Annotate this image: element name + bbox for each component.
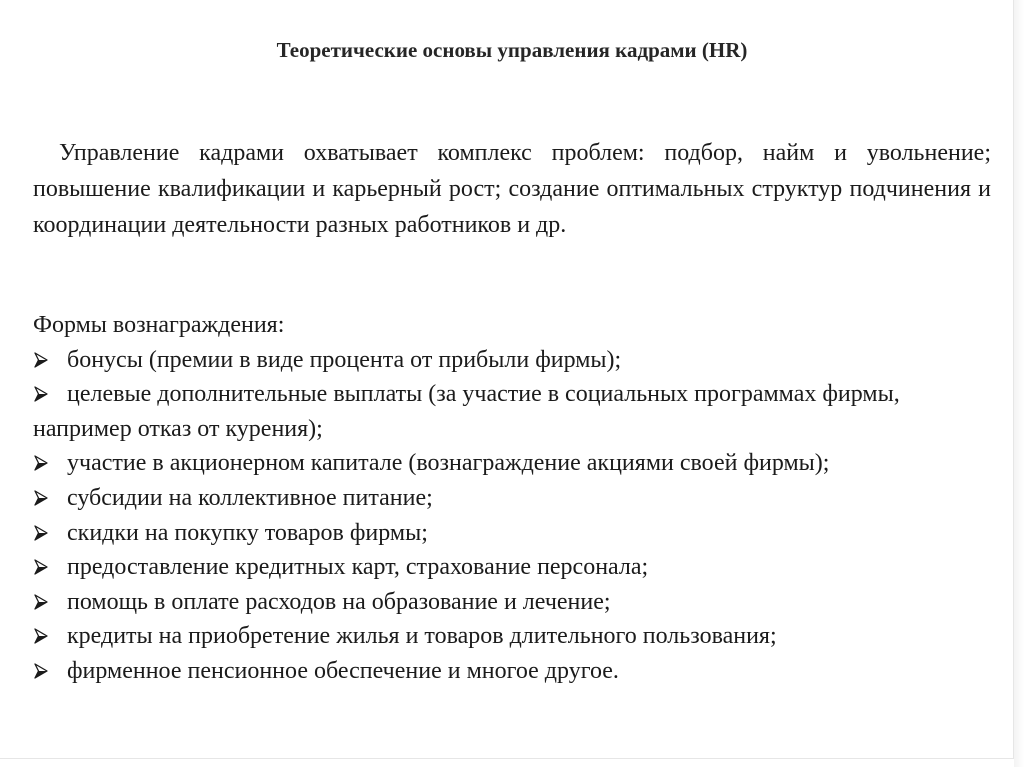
list-item [33, 585, 991, 620]
reward-forms-heading: Формы вознаграждения: [33, 312, 285, 338]
reward-forms-section [33, 308, 991, 689]
list-item-text: фирменное пенсионное обеспечение и многое другое. [67, 657, 619, 684]
arrow-bullet-icon [34, 447, 48, 463]
list-item-text: кредиты на приобретение жилья и товаров длительного пользования; [67, 623, 777, 650]
arrow-bullet-icon [34, 620, 48, 636]
list-item-text: участие в акционерном капитале (вознаграждение акциями своей фирмы); [67, 450, 830, 477]
intro-paragraph: Управление кадрами охватывает комплекс проблем: подбор, найм и увольнение; повышение квалификации и карьерный рост; создание оптимальных структур подчинения и координации деятельности разных работников и др. [33, 140, 991, 238]
arrow-bullet-icon [34, 586, 48, 602]
arrow-bullet-icon [34, 517, 48, 533]
arrow-bullet-icon [34, 482, 48, 498]
list-item-text: предоставление кредитных карт, страхование персонала; [67, 554, 649, 581]
arrow-bullet-icon [34, 378, 48, 394]
list-item-text: скидки на покупку товаров фирмы; [67, 519, 428, 546]
list-item [33, 377, 991, 446]
list-item [33, 516, 991, 551]
list-item [33, 343, 991, 378]
list-item-text: субсидии на коллективное питание; [67, 484, 433, 511]
list-item [33, 550, 991, 585]
arrow-bullet-icon [34, 551, 48, 567]
arrow-bullet-icon [34, 655, 48, 671]
reward-forms-list [33, 343, 991, 689]
list-item [33, 481, 991, 516]
list-item [33, 446, 991, 481]
slide-edge-shadow [1014, 0, 1024, 767]
slide-title: Теоретические основы управления кадрами (HR) [276, 38, 748, 62]
arrow-bullet-icon [34, 344, 48, 360]
list-item [33, 654, 991, 689]
list-item [33, 619, 991, 654]
list-item-text: целевые дополнительные выплаты (за участие в социальных программах фирмы, например отказ от курения); [33, 381, 900, 442]
list-item-text: бонусы (премии в виде процента от прибыли фирмы); [67, 346, 622, 373]
list-item-text: помощь в оплате расходов на образование и лечение; [67, 588, 611, 615]
